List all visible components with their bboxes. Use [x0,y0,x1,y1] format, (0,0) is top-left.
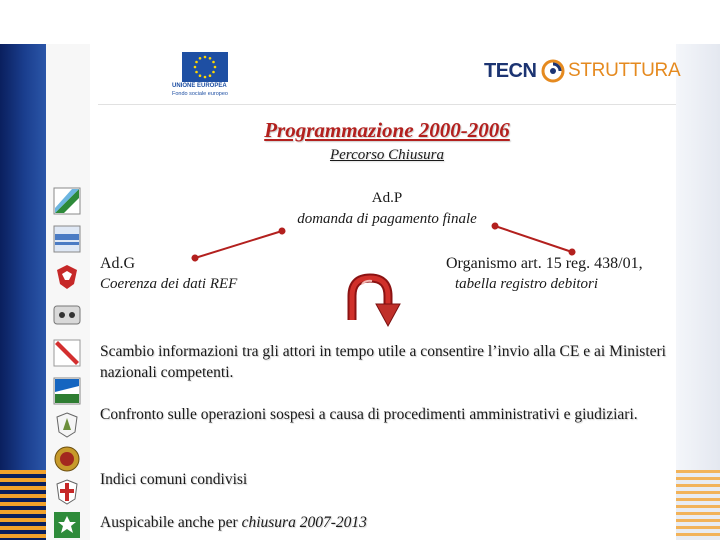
paragraph-confronto: Confronto sulle operazioni sospesi a causa di procedimenti amministrativi e giudiziari. [100,406,638,423]
tecnostruttura-logo [484,58,681,84]
header-divider [98,104,676,105]
region-crest-round-icon [52,444,82,474]
region-crest-keys-icon [52,300,82,330]
arrow-organismo-to-adp [495,226,572,252]
adg-label: Ad.G [100,255,136,272]
adp-label: Ad.P [371,190,403,206]
adg-description: Coerenza dei dati REF [100,276,238,292]
paragraph-scambio: Scambio informazioni tra gli attori in tempo utile a consentire l’invio alla CE e ai Ministeri nazionali competenti. [100,343,666,381]
paragraph-auspicabile-prefix: Auspicabile anche per [100,514,242,531]
region-crest-cross-icon [52,477,82,507]
top-band [0,0,720,44]
organismo-label: Organismo art. 15 reg. 438/01, [446,255,643,272]
adp-description: domanda di pagamento finale [297,211,477,227]
right-decor-stripes [676,470,720,540]
organismo-description: tabella registro debitori [455,276,599,292]
region-flag-1-icon [52,186,82,216]
logo-text-part1: TECN [484,60,537,82]
region-flag-diagonal-icon [52,338,82,368]
spiral-o-icon [540,58,566,84]
eu-logo [172,50,242,100]
left-decor-bar [0,44,46,540]
arrow-adg-to-adp [195,231,282,258]
paragraph-auspicabile [100,512,666,533]
paragraph-indici: Indici comuni condivisi [100,471,248,488]
logo-text-part2: STRUTTURA [568,60,681,81]
eu-logo-line2: Fondo sociale europeo [172,91,228,97]
eu-logo-line1: UNIONE EUROPEA [172,83,227,89]
region-crest-figure-icon [52,410,82,440]
paragraph-auspicabile-emphasis: chiusura 2007-2013 [241,514,367,531]
region-crest-eagle-icon [52,262,82,292]
circular-exchange-icon [352,278,400,326]
left-decor-stripes [0,470,46,540]
region-flag-green-icon [52,376,82,406]
eu-flag-icon [182,52,228,82]
slide-title: Programmazione 2000-2006 [264,118,510,142]
slide-subtitle: Percorso Chiusura [329,147,445,163]
right-decor-bar [676,44,720,540]
region-flag-2-icon [52,224,82,254]
region-crest-flower-icon [52,510,82,540]
